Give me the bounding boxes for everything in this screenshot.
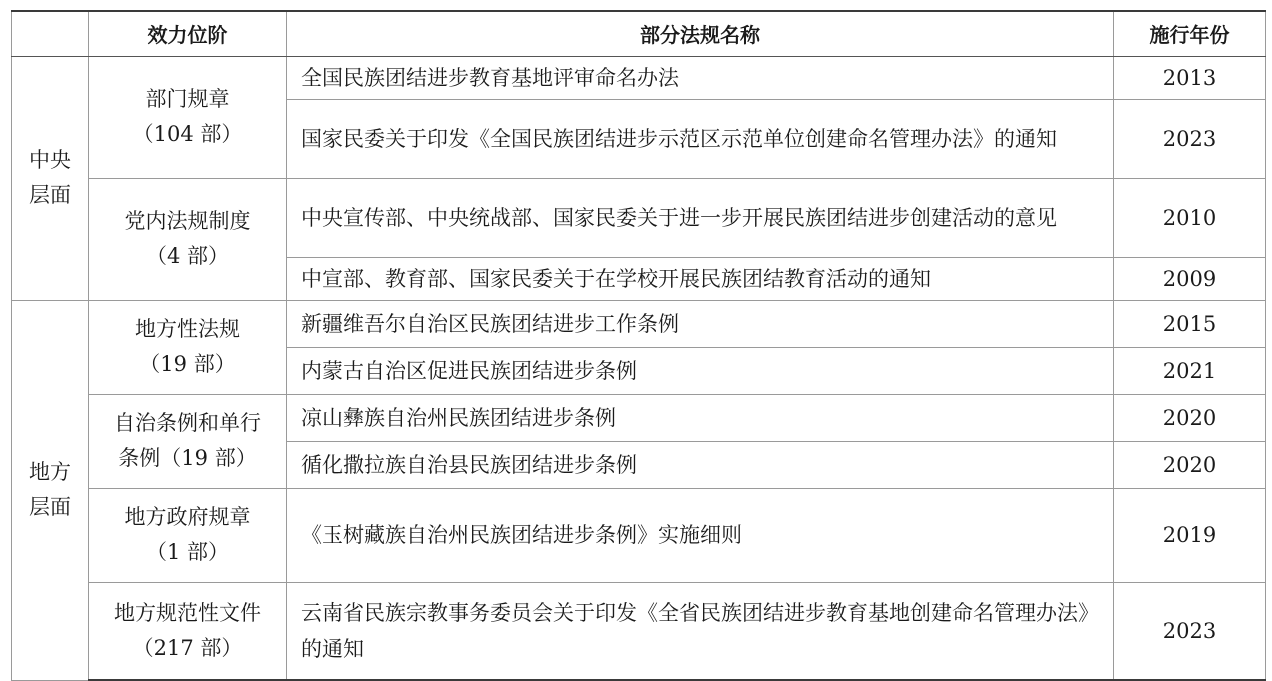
regulation-year: 2021: [1114, 347, 1266, 394]
type-label: 地方性法规: [135, 317, 240, 341]
regulation-year: 2023: [1114, 99, 1266, 178]
type-cell: [89, 394, 287, 488]
table-row: [12, 56, 1266, 99]
level-cell-central: [12, 56, 89, 300]
regulation-year: 2013: [1114, 56, 1266, 99]
level-label-line: 层面: [29, 495, 71, 519]
type-label: 地方规范性文件: [114, 600, 261, 625]
type-label: 党内法规制度: [124, 209, 251, 233]
level-cell-local: [12, 300, 89, 680]
table-row: [12, 300, 1266, 347]
header-level: [12, 11, 89, 56]
type-cell: [89, 56, 287, 178]
regulation-name: 内蒙古自治区促进民族团结进步条例: [287, 347, 1114, 394]
table-row: [12, 394, 1266, 441]
table-row: [12, 582, 1266, 680]
type-cell: [89, 178, 287, 300]
type-count: （4 部）: [145, 244, 230, 268]
type-cell: [89, 488, 287, 582]
regulation-year: 2009: [1114, 257, 1266, 300]
regulation-name: 中央宣传部、中央统战部、国家民委关于进一步开展民族团结进步创建活动的意见: [287, 178, 1114, 257]
type-label: 部门规章: [145, 87, 230, 111]
level-label-line: 中央: [29, 148, 71, 172]
type-label: 自治条例和单行: [114, 411, 261, 435]
type-count: （19 部）: [139, 352, 236, 376]
type-count: 条例（19 部）: [118, 446, 257, 470]
regulation-name: 云南省民族宗教事务委员会关于印发《全省民族团结进步教育基地创建命名管理办法》的通知: [287, 582, 1114, 680]
type-label: 地方政府规章: [124, 505, 251, 529]
type-cell: [89, 300, 287, 394]
regulations-table: [11, 10, 1266, 681]
regulation-year: 2020: [1114, 441, 1266, 488]
regulation-year: 2023: [1114, 582, 1266, 680]
type-count: （217 部）: [132, 635, 243, 660]
header-effective-year: 施行年份: [1114, 11, 1266, 56]
type-cell: [89, 582, 287, 680]
regulation-name: 《玉树藏族自治州民族团结进步条例》实施细则: [287, 488, 1114, 582]
level-label-line: 层面: [29, 183, 71, 207]
table-header-row: [12, 11, 1266, 56]
regulation-name: 凉山彝族自治州民族团结进步条例: [287, 394, 1114, 441]
regulation-year: 2020: [1114, 394, 1266, 441]
type-count: （1 部）: [145, 540, 230, 564]
regulation-year: 2010: [1114, 178, 1266, 257]
header-regulation-name: 部分法规名称: [287, 11, 1114, 56]
regulation-name: 国家民委关于印发《全国民族团结进步示范区示范单位创建命名管理办法》的通知: [287, 99, 1114, 178]
regulation-year: 2015: [1114, 300, 1266, 347]
regulation-name: 全国民族团结进步教育基地评审命名办法: [287, 56, 1114, 99]
regulation-name: 新疆维吾尔自治区民族团结进步工作条例: [287, 300, 1114, 347]
regulation-name: 中宣部、教育部、国家民委关于在学校开展民族团结教育活动的通知: [287, 257, 1114, 300]
table-row: [12, 178, 1266, 257]
level-label-line: 地方: [29, 460, 71, 484]
type-count: （104 部）: [132, 122, 243, 146]
regulation-name: 循化撒拉族自治县民族团结进步条例: [287, 441, 1114, 488]
header-effect-rank: 效力位阶: [89, 11, 287, 56]
table-row: [12, 488, 1266, 582]
regulation-year: 2019: [1114, 488, 1266, 582]
